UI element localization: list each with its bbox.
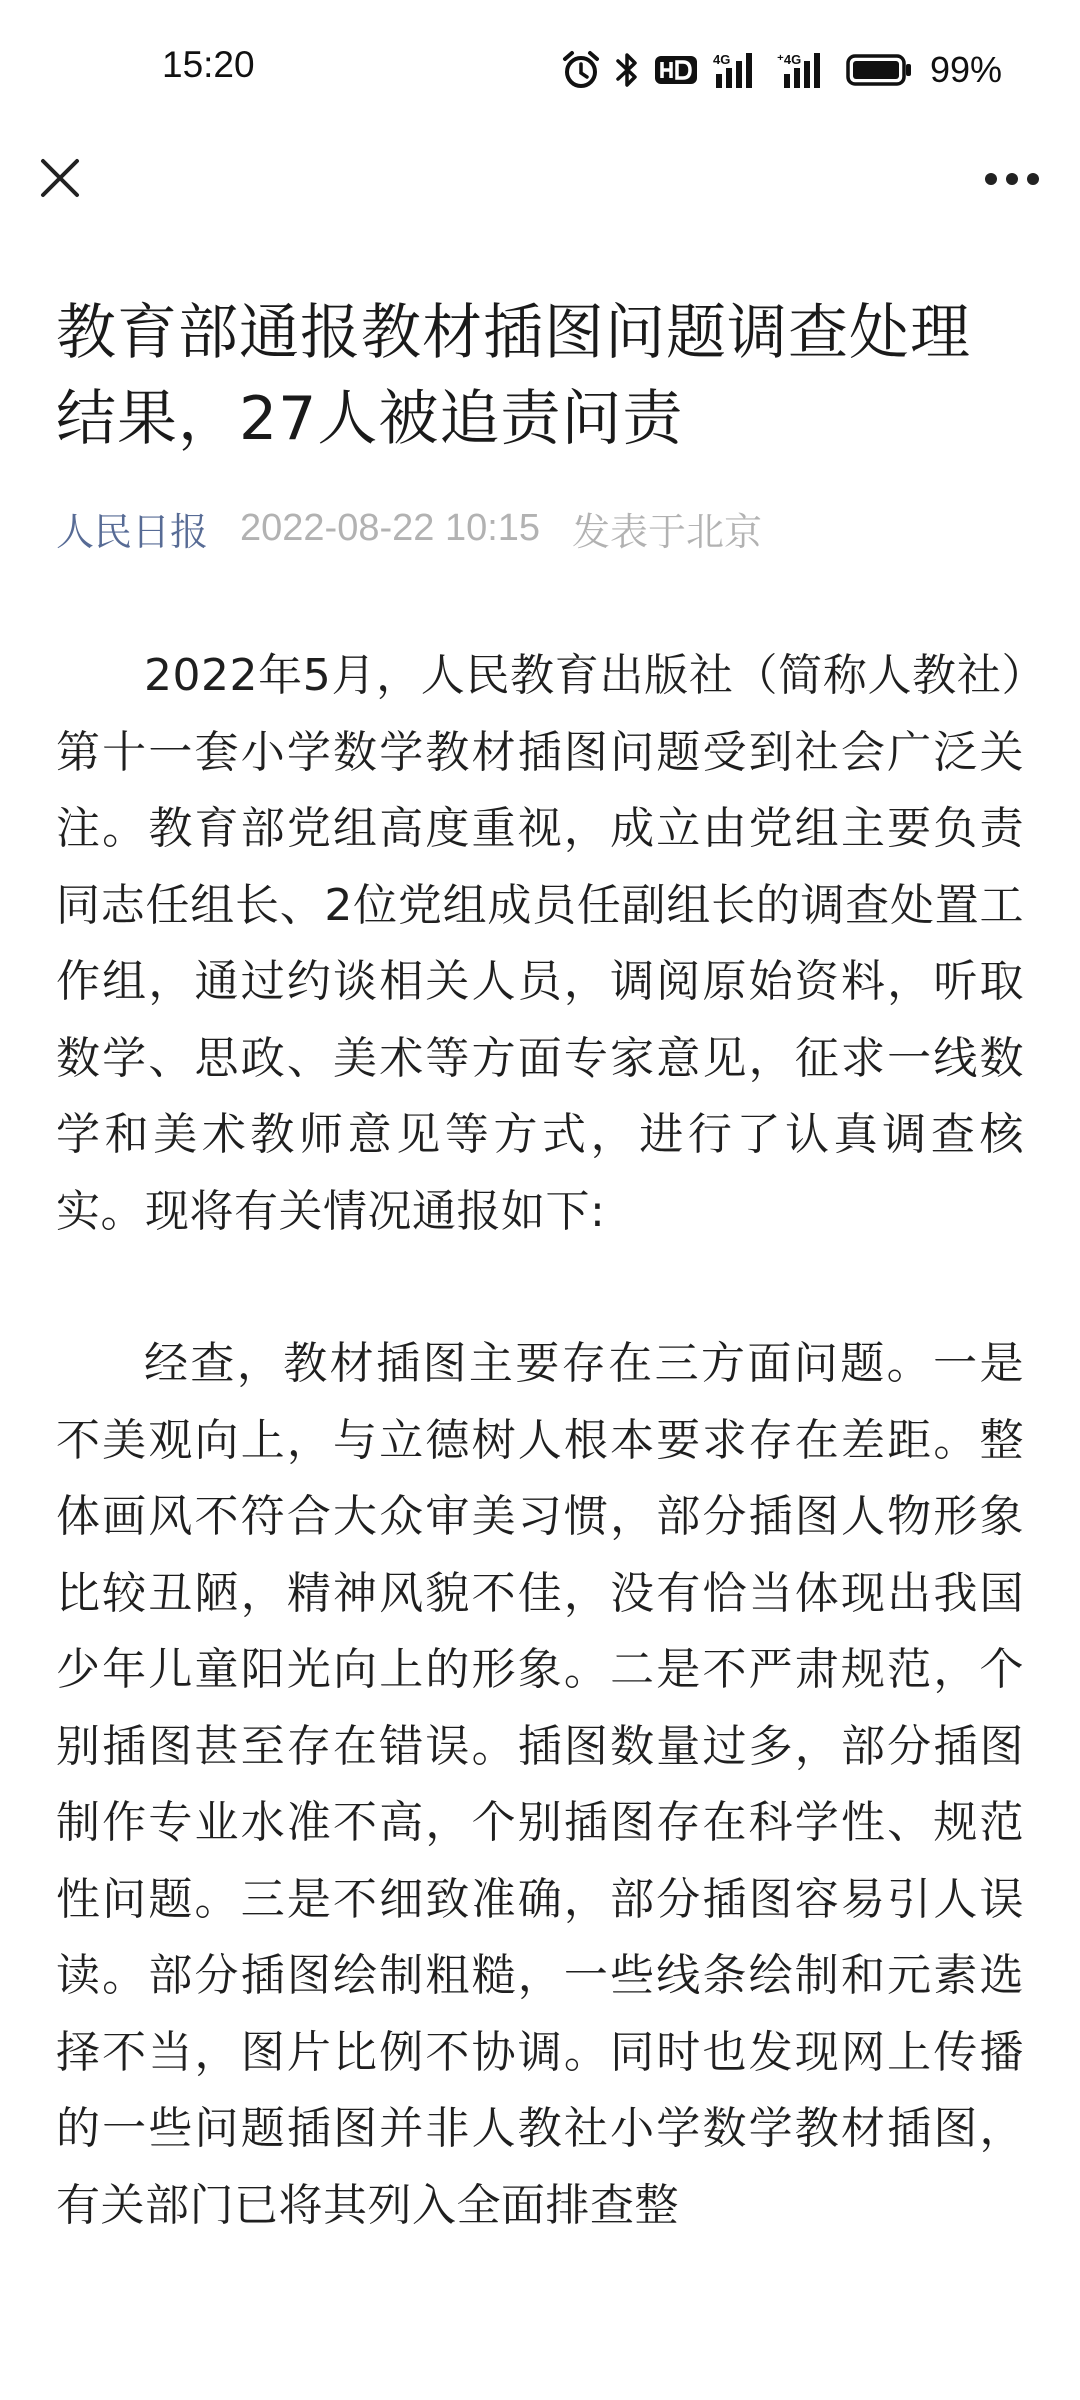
svg-text:4G: 4G: [712, 52, 731, 67]
article-paragraph: 2022年5月，人民教育出版社（简称人教社）第十一套小学数学教材插图问题受到社会广泛关注。教育部党组高度重视，成立由党组主要负责同志任组长、2位党组成员任副组长的调查处置工作组，通过约谈相关人员，调阅原始资料，听取数学、思政、美术等方面专家意见，征求一线数学和美术教师意见等方式，进行了认真调查核实。现将有关情况通报如下:: [56, 650, 1024, 1237]
bluetooth-icon: [614, 50, 640, 90]
battery-percent: 99%: [929, 49, 1002, 90]
nav-bar: [0, 130, 1080, 230]
status-time: 15:20: [162, 44, 255, 85]
article-paragraph: 经查，教材插图主要存在三方面问题。一是不美观向上，与立德树人根本要求存在差距。整体画风不符合大众审美习惯，部分插图人物形象比较丑陋，精神风貌不佳，没有恰当体现出我国少年儿童阳光向上的形象。二是不严肃规范，个别插图甚至存在错误。插图数量过多，部分插图制作专业水准不高，个别插图存在科学性、规范性问题。三是不细致准确，部分插图容易引人误读。部分插图绘制粗糙，一些线条绘制和元素选择不当，图片比例不协调。同时也发现网上传播的一些问题插图并非人教社小学数学教材插图，有关部门已将其列入全面排查整: [56, 1338, 1024, 2231]
svg-text:⁺4G: ⁺4G: [776, 52, 802, 67]
article-meta: [56, 498, 1024, 558]
article: [56, 290, 1024, 2320]
close-button[interactable]: [28, 148, 92, 212]
battery-icon: [846, 53, 912, 87]
status-icons: [562, 48, 1002, 92]
alarm-icon: [562, 50, 600, 90]
article-title: 教育部通报教材插图问题调查处理结果，27人被追责问责: [56, 298, 971, 454]
4g-signal-icon: [712, 50, 762, 90]
hd-voice-icon: [654, 52, 698, 88]
article-source-link[interactable]: 人民日报: [56, 509, 209, 554]
more-button[interactable]: [972, 148, 1052, 212]
article-location: 发表于北京: [572, 509, 763, 554]
close-icon: [38, 156, 82, 204]
4g-signal-icon: [776, 50, 832, 90]
more-icon: [984, 171, 1040, 190]
status-bar: [0, 0, 1080, 140]
article-body: [56, 638, 1024, 2244]
article-date: 2022-08-22 10:15: [240, 506, 541, 549]
